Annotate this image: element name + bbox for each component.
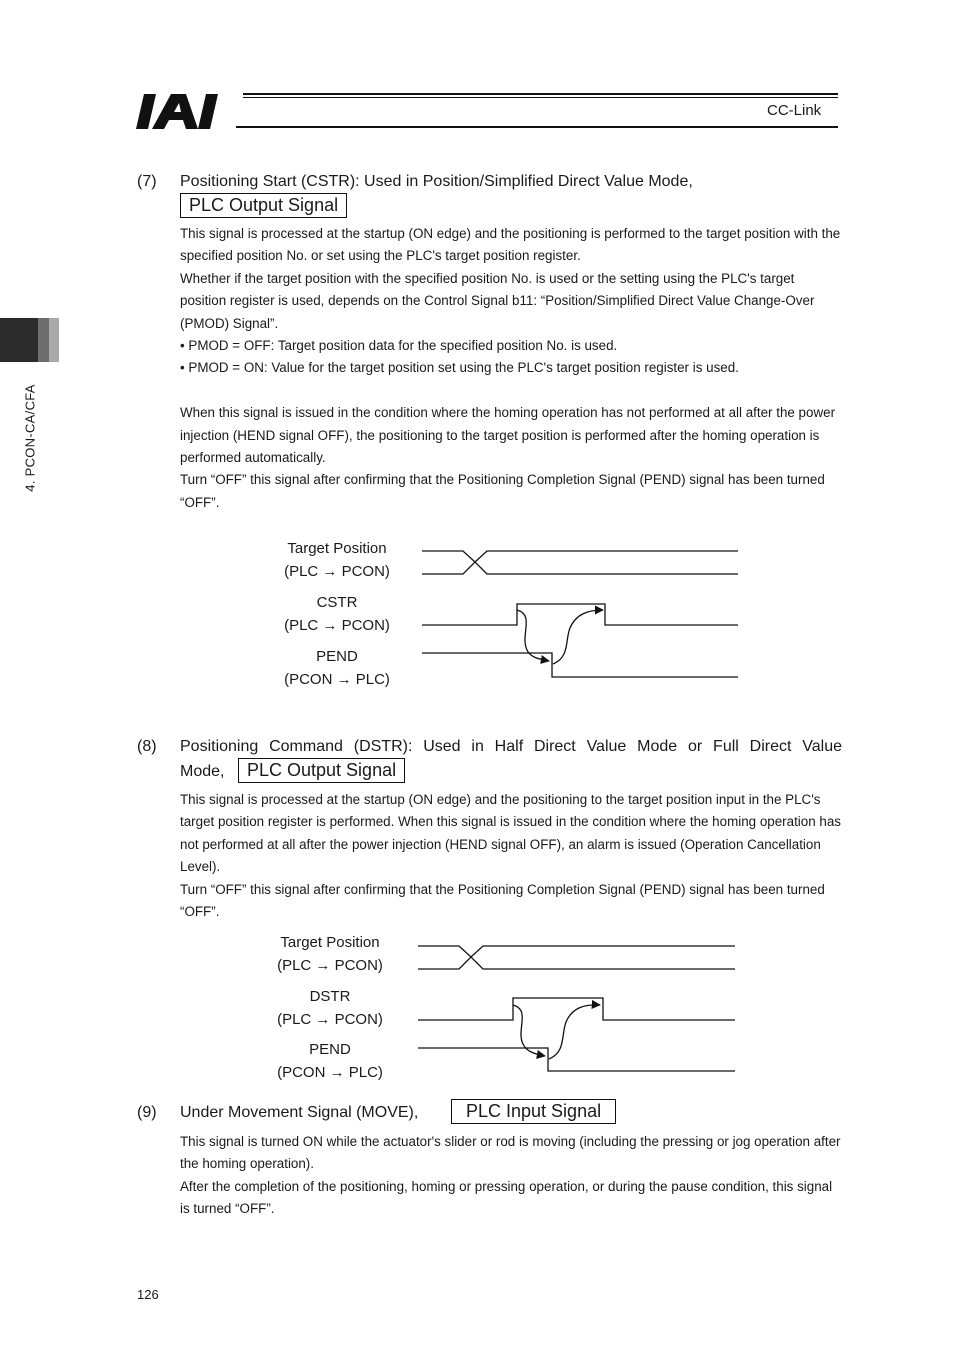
section-7-para-4: Turn “OFF” this signal after confirming that the Positioning Completion Signal (PEND) signal has been turned “OFF”. bbox=[180, 472, 825, 510]
section-7-para-1: This signal is processed at the startup (ON edge) and the positioning is performed to the target position with the specified position No. or set using the PLC's target position register. bbox=[180, 226, 841, 264]
header-section-label: CC-Link bbox=[767, 102, 822, 119]
section-8-title-line1: Positioning Command (DSTR): Used in Half Direct Value Mode or Full Direct Value bbox=[180, 738, 842, 755]
timing-1-cstr-name: CSTR bbox=[316, 594, 358, 611]
section-9-para-2: After the completion of the positioning, homing or pressing operation, or during the pause condition, this signal is turned “OFF”. bbox=[180, 1178, 833, 1217]
timing-2-dstr-name: DSTR bbox=[309, 988, 351, 1005]
section-7-para-3: When this signal is issued in the condition where the homing operation has not performed at all after the power injection (HEND signal OFF), the positioning to the target position is performed after the homing operation is performed automatically. bbox=[180, 405, 836, 466]
section-9-number: (9) bbox=[137, 1104, 157, 1121]
section-7-title: Positioning Start (CSTR): Used in Position/Simplified Direct Value Mode, bbox=[180, 173, 693, 190]
timing-2-target-lower bbox=[418, 957, 735, 969]
section-7-para-2: Whether if the target position with the specified position No. is used or the setting using the PLC's target position register is used, depends on the Control Signal b11: “Position/Simplified Direct Value Change-Over (PMOD) Signal”. bbox=[180, 270, 815, 331]
section-7-bullet-2: • PMOD = ON: Value for the target position set using the PLC's target position register is used. bbox=[180, 360, 739, 376]
section-8-signal-box: PLC Output Signal bbox=[238, 758, 405, 783]
section-9-para-1: This signal is turned ON while the actuator's slider or rod is moving (including the pressing or jog operation after the homing operation). bbox=[180, 1134, 841, 1172]
timing-2-pend-name: PEND bbox=[309, 1041, 351, 1058]
timing-1-pend-name: PEND bbox=[316, 648, 358, 665]
timing-1-target-dir: (PLC → PCON) bbox=[284, 563, 390, 580]
section-9-title: Under Movement Signal (MOVE), bbox=[180, 1104, 419, 1121]
chapter-side-label: 4. PCON-CA/CFA bbox=[22, 384, 38, 492]
section-9-body bbox=[180, 1131, 842, 1221]
page-number: 126 bbox=[137, 1287, 159, 1302]
timing-2-pend-dir: (PCON → PLC) bbox=[277, 1064, 383, 1081]
timing-2-arrow-complete bbox=[549, 1005, 600, 1059]
section-8-title-line2: Mode, bbox=[180, 763, 225, 780]
timing-1-target-name: Target Position bbox=[287, 540, 387, 557]
section-9-signal-box: PLC Input Signal bbox=[451, 1099, 616, 1124]
section-8-para-1: This signal is processed at the startup (ON edge) and the positioning to the target position input in the PLC's target position register is performed. When this signal is issued in the condition where the homing operation has not performed at all after the power injection (HEND signal OFF), an alarm is issued (Operation Cancellation Level). bbox=[180, 792, 841, 875]
timing-2-pend-wave bbox=[418, 1048, 735, 1071]
timing-1-cstr-dir: (PLC → PCON) bbox=[284, 617, 390, 634]
timing-2-target-dir: (PLC → PCON) bbox=[277, 957, 383, 974]
section-7-bullet-1: • PMOD = OFF: Target position data for the specified position No. is used. bbox=[180, 338, 618, 354]
section-7-signal-box: PLC Output Signal bbox=[180, 193, 347, 218]
timing-2-target-upper bbox=[418, 946, 735, 957]
section-8-para-2: Turn “OFF” this signal after confirming that the Positioning Completion Signal (PEND) signal has been turned “OFF”. bbox=[180, 881, 825, 920]
section-8-number: (8) bbox=[137, 738, 157, 755]
timing-2-target-name: Target Position bbox=[280, 934, 380, 951]
timing-1-pend-dir: (PCON → PLC) bbox=[284, 671, 390, 688]
timing-2-dstr-dir: (PLC → PCON) bbox=[277, 1011, 383, 1028]
section-7-number: (7) bbox=[137, 173, 157, 190]
